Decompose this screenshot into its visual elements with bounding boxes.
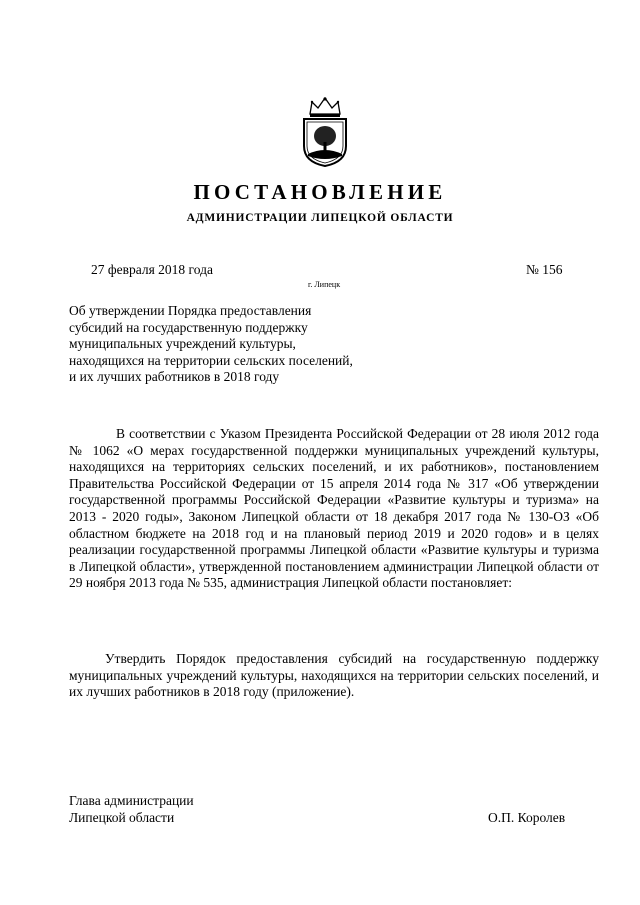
subject-line: субсидий на государственную поддержку bbox=[69, 319, 308, 335]
lipetsk-coat-of-arms-icon bbox=[298, 96, 352, 168]
subject-line: муниципальных учреждений культуры, bbox=[69, 336, 296, 352]
document-number: № 156 bbox=[526, 262, 563, 277]
subject-line: Об утверждении Порядка предоставления bbox=[69, 303, 312, 318]
body-paragraph: В соответствии с Указом Президента Российской Федерации от 28 июля 2012 года № 1062 «О мерах государственной поддержки муниципальных учреждений культуры, находящихся на территориях сельских поселений, и их работников», постановлением Правительства Российской Федерации от 15 апреля 2014 года № 317 «Об утверждении государственной программы Российской Федерации «Развитие культуры и туризма» на 2013 - 2020 годы», Законом Липецкой области от 18 декабря 2017 года № 130-ОЗ «Об областном бюджете на 2018 год и на плановый период 2019 и 2020 годов» и в целях реализации государственной программы Липецкой области «Развитие культуры и туризма в Липецкой области», утвержденной постановлением администрации Липецкой области от 29 ноября 2013 года № 535, администрация Липецкой области постановляет: bbox=[69, 426, 599, 591]
signatory-position-line: Глава администрации bbox=[69, 793, 194, 808]
document-subtitle: АДМИНИСТРАЦИИ ЛИПЕЦКОЙ ОБЛАСТИ bbox=[186, 212, 454, 224]
subject-line: находящихся на территории сельских поселений, bbox=[69, 352, 353, 368]
subject-line: и их лучших работников в 2018 году bbox=[69, 369, 280, 385]
document-subject bbox=[69, 303, 399, 386]
signatory-name: О.П. Королев bbox=[488, 810, 566, 825]
document-date: 27 февраля 2018 года bbox=[91, 262, 213, 277]
document-city: г. Липецк bbox=[308, 280, 341, 289]
signatory-position-line: Липецкой области bbox=[69, 809, 175, 825]
document-title: ПОСТАНОВЛЕНИЕ bbox=[193, 180, 447, 204]
resolution-paragraph: Утвердить Порядок предоставления субсидий на государственную поддержку муниципальных учреждений культуры, находящихся на территории сельских поселений, и их лучших работников в 2018 году (приложение). bbox=[69, 651, 599, 700]
signatory-position bbox=[69, 793, 194, 826]
